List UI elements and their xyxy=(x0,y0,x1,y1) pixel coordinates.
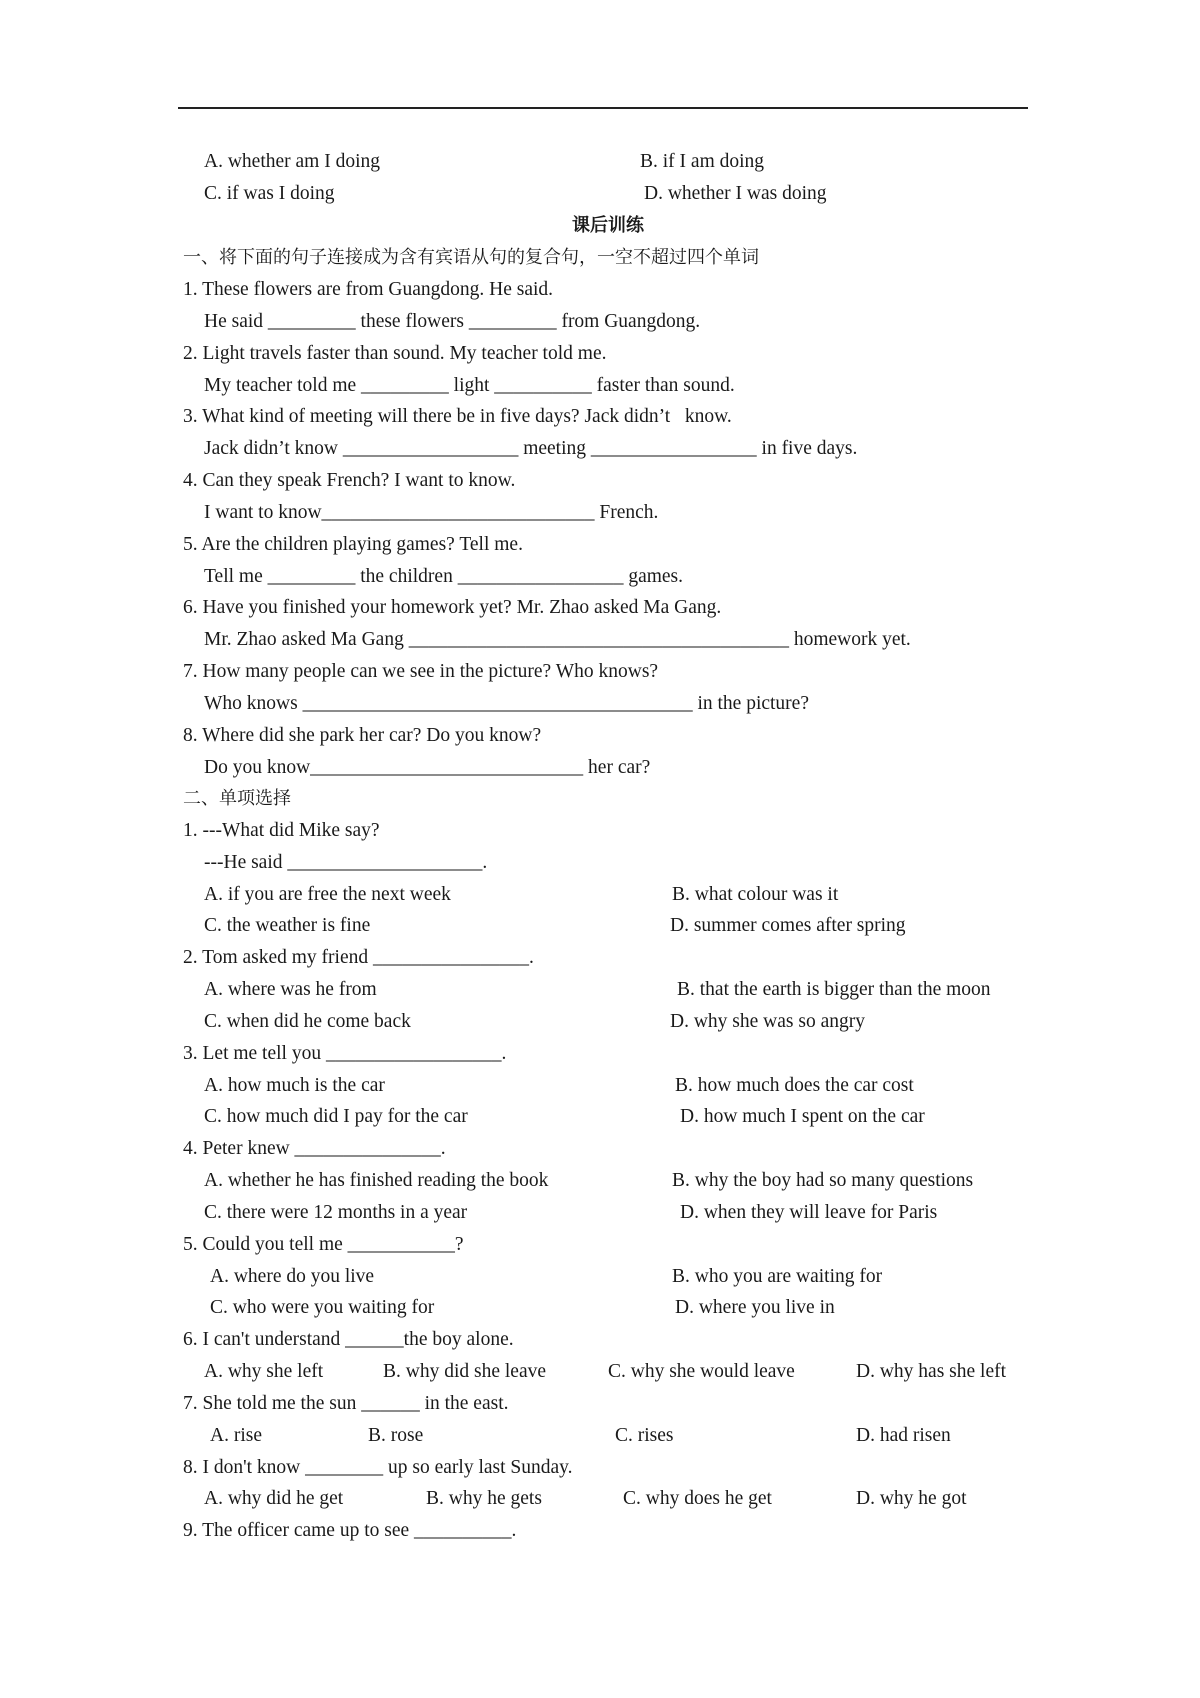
p2-q5-option-b: B. who you are waiting for xyxy=(672,1266,883,1287)
p2-q3-option-c: C. how much did I pay for the car xyxy=(204,1106,468,1127)
p1-q2-sentence: 2. Light travels faster than sound. My teacher told me. xyxy=(183,343,607,364)
p2-q3-option-a: A. how much is the car xyxy=(204,1075,385,1096)
p2-q8-option-a: A. why did he get xyxy=(204,1488,344,1509)
p2-q6-option-a: A. why she left xyxy=(204,1361,324,1382)
p1-q1-answer: He said _________ these flowers _________ from Guangdong. xyxy=(204,311,701,332)
p2-q3-option-b: B. how much does the car cost xyxy=(675,1075,914,1096)
p1-q3-sentence: 3. What kind of meeting will there be in five days? Jack didn’t know. xyxy=(183,406,732,427)
p2-q2-stem: 2. Tom asked my friend ________________. xyxy=(183,947,534,968)
p1-q2-answer: My teacher told me _________ light __________ faster than sound. xyxy=(204,375,735,396)
p2-q6-option-c: C. why she would leave xyxy=(608,1361,795,1382)
p2-q8-option-c: C. why does he get xyxy=(623,1488,772,1509)
p2-q6-option-d: D. why has she left xyxy=(856,1361,1007,1382)
p2-q3-stem: 3. Let me tell you __________________. xyxy=(183,1043,507,1064)
p2-q1-stem-answer: ---He said ____________________. xyxy=(204,852,488,873)
p2-q5-stem: 5. Could you tell me ___________? xyxy=(183,1234,464,1255)
p1-q4-answer: I want to know____________________________ French. xyxy=(204,502,659,523)
p2-q2-option-b: B. that the earth is bigger than the moon xyxy=(677,979,991,1000)
p2-q4-option-d: D. when they will leave for Paris xyxy=(680,1202,938,1223)
p1-q8-sentence: 8. Where did she park her car? Do you know? xyxy=(183,725,542,746)
p2-q1-option-c: C. the weather is fine xyxy=(204,915,371,936)
p2-q6-stem: 6. I can't understand ______the boy alone. xyxy=(183,1329,514,1350)
p2-q8-stem: 8. I don't know ________ up so early last Sunday. xyxy=(183,1457,573,1478)
p2-q3-option-d: D. how much I spent on the car xyxy=(680,1106,925,1127)
p2-q8-option-b: B. why he gets xyxy=(426,1488,542,1509)
p2-q5-option-d: D. where you live in xyxy=(675,1297,835,1318)
p2-q1-option-a: A. if you are free the next week xyxy=(204,884,451,905)
part2-heading: 二、单项选择 xyxy=(183,788,291,809)
p2-q1-option-b: B. what colour was it xyxy=(672,884,839,905)
p2-q7-stem: 7. She told me the sun ______ in the east. xyxy=(183,1393,509,1414)
p2-q4-stem: 4. Peter knew _______________. xyxy=(183,1138,446,1159)
section-title: 课后训练 xyxy=(572,215,644,236)
p2-q7-option-b: B. rose xyxy=(368,1425,424,1446)
p2-q8-option-d: D. why he got xyxy=(856,1488,967,1509)
p2-q1-option-d: D. summer comes after spring xyxy=(670,915,906,936)
p2-q6-option-b: B. why did she leave xyxy=(383,1361,547,1382)
p2-q2-option-a: A. where was he from xyxy=(204,979,377,1000)
top-option-a: A. whether am I doing xyxy=(204,151,380,172)
p1-q8-answer: Do you know____________________________ her car? xyxy=(204,757,651,778)
top-option-d: D. whether I was doing xyxy=(644,183,827,204)
p2-q4-option-a: A. whether he has finished reading the book xyxy=(204,1170,549,1191)
p2-q7-option-c: C. rises xyxy=(615,1425,674,1446)
p1-q7-sentence: 7. How many people can we see in the picture? Who knows? xyxy=(183,661,659,682)
p2-q4-option-c: C. there were 12 months in a year xyxy=(204,1202,468,1223)
p1-q5-sentence: 5. Are the children playing games? Tell me. xyxy=(183,534,523,555)
p1-q1-sentence: 1. These flowers are from Guangdong. He said. xyxy=(183,279,554,300)
p1-q6-sentence: 6. Have you finished your homework yet? Mr. Zhao asked Ma Gang. xyxy=(183,597,722,618)
p2-q2-option-c: C. when did he come back xyxy=(204,1011,411,1032)
p2-q9-stem: 9. The officer came up to see __________. xyxy=(183,1520,517,1541)
p2-q7-option-d: D. had risen xyxy=(856,1425,951,1446)
p2-q4-option-b: B. why the boy had so many questions xyxy=(672,1170,974,1191)
p1-q4-sentence: 4. Can they speak French? I want to know. xyxy=(183,470,516,491)
p1-q3-answer: Jack didn’t know __________________ meeting _________________ in five days. xyxy=(204,438,858,459)
top-option-c: C. if was I doing xyxy=(204,183,335,204)
p2-q7-option-a: A. rise xyxy=(210,1425,262,1446)
p2-q1-stem: 1. ---What did Mike say? xyxy=(183,820,380,841)
p2-q5-option-c: C. who were you waiting for xyxy=(210,1297,435,1318)
part1-heading: 一、将下面的句子连接成为含有宾语从句的复合句，一空不超过四个单词 xyxy=(183,247,759,268)
p1-q6-answer: Mr. Zhao asked Ma Gang _______________________________________ homework yet. xyxy=(204,629,911,650)
header-rule xyxy=(178,107,1028,109)
p1-q5-answer: Tell me _________ the children _________________ games. xyxy=(204,566,684,587)
top-option-b: B. if I am doing xyxy=(640,151,765,172)
p1-q7-answer: Who knows ________________________________________ in the picture? xyxy=(204,693,809,714)
p2-q5-option-a: A. where do you live xyxy=(210,1266,375,1287)
p2-q2-option-d: D. why she was so angry xyxy=(670,1011,865,1032)
